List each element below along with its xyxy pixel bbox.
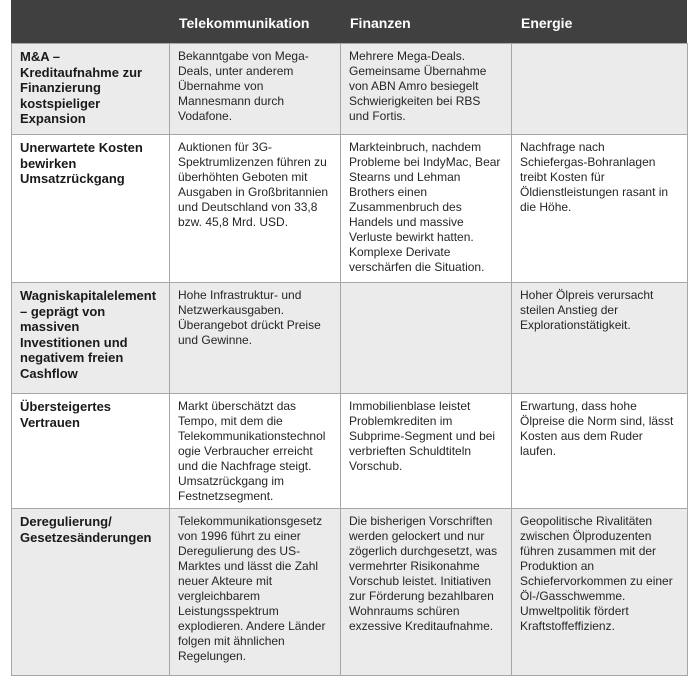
- cell-telekommunikation: Markt überschätzt das Tempo, mit dem die Telekommunikationstechnol ogie Verbraucher erreicht und die Nachfrage steigt. Umsatzrückgang im Festnetzsegment.: [170, 394, 341, 509]
- row-label: Deregulierung/ Gesetzesänderungen: [12, 509, 170, 676]
- cell-telekommunikation: Hohe Infrastruktur- und Netzwerkausgaben. Überangebot drückt Preise und Gewinne.: [170, 283, 341, 394]
- table-row: [12, 44, 688, 135]
- row-label: Wagniskapitalelement – geprägt von massiven Investitionen und negativem freien Cashflow: [12, 283, 170, 394]
- table-row: [12, 283, 688, 394]
- cell-telekommunikation: Auktionen für 3G- Spektrumlizenzen führen zu überhöhten Geboten mit Ausgaben in Großbritannien und Deutschland von 33,8 bzw. 45,8 Mrd. USD.: [170, 135, 341, 283]
- row-label: Unerwartete Kosten bewirken Umsatzrückgang: [12, 135, 170, 283]
- cell-energie: Erwartung, dass hohe Ölpreise die Norm sind, lässt Kosten aus dem Ruder laufen.: [512, 394, 688, 509]
- header-cell-empty: [11, 0, 169, 43]
- row-label: Übersteigertes Vertrauen: [12, 394, 170, 509]
- cell-finanzen: Immobilienblase leistet Problemkrediten im Subprime-Segment und bei verbrieften Schuldtiteln Vorschub.: [341, 394, 512, 509]
- cell-energie: Hoher Ölpreis verursacht steilen Anstieg der Explorationstätigkeit.: [512, 283, 688, 394]
- cell-energie: Geopolitische Rivalitäten zwischen Ölproduzenten führen zusammen mit der Produktion an Schiefervorkommen zu einer Öl-/Gasschwemme. Umweltpolitik fördert Kraftstoffeffizienz.: [512, 509, 688, 676]
- cell-finanzen: Markteinbruch, nachdem Probleme bei IndyMac, Bear Stearns und Lehman Brothers einen Zusammenbruch des Handels und massive Verluste bewirkt hatten. Komplexe Derivate verschärfen die Situation.: [341, 135, 512, 283]
- header-finanzen: Finanzen: [350, 15, 411, 31]
- cell-telekommunikation: Bekanntgabe von Mega- Deals, unter anderem Übernahme von Mannesmann durch Vodafone.: [170, 44, 341, 135]
- cell-energie: Nachfrage nach Schiefergas-Bohranlagen treibt Kosten für Öldienstleistungen rasant in die Höhe.: [512, 135, 688, 283]
- cell-energie: [512, 44, 688, 135]
- table-row: [12, 135, 688, 283]
- cell-finanzen: Die bisherigen Vorschriften werden gelockert und nur zögerlich durchgesetzt, was vermehrter Risikonahme Vorschub leistet. Initiativen zur Förderung bezahlbaren Wohnraums schüren exzessive Kreditaufnahme.: [341, 509, 512, 676]
- row-label: M&A – Kreditaufnahme zur Finanzierung kostspieliger Expansion: [12, 44, 170, 135]
- header-telekommunikation: Telekommunikation: [179, 15, 310, 31]
- comparison-table: [11, 0, 687, 676]
- table-body: [11, 43, 688, 676]
- table-row: [12, 509, 688, 676]
- cell-finanzen: [341, 283, 512, 394]
- cell-finanzen: Mehrere Mega-Deals. Gemeinsame Übernahme von ABN Amro besiegelt Schwierigkeiten bei RBS und Fortis.: [341, 44, 512, 135]
- cell-telekommunikation: Telekommunikationsgesetz von 1996 führt zu einer Deregulierung des US- Marktes und lässt die Zahl neuer Akteure mit vergleichbarem Leistungsspektrum explodieren. Andere Länder folgen mit ähnlichen Regelungen.: [170, 509, 341, 676]
- table-row: [12, 394, 688, 509]
- header-energie: Energie: [521, 15, 573, 31]
- table-header: [11, 0, 687, 43]
